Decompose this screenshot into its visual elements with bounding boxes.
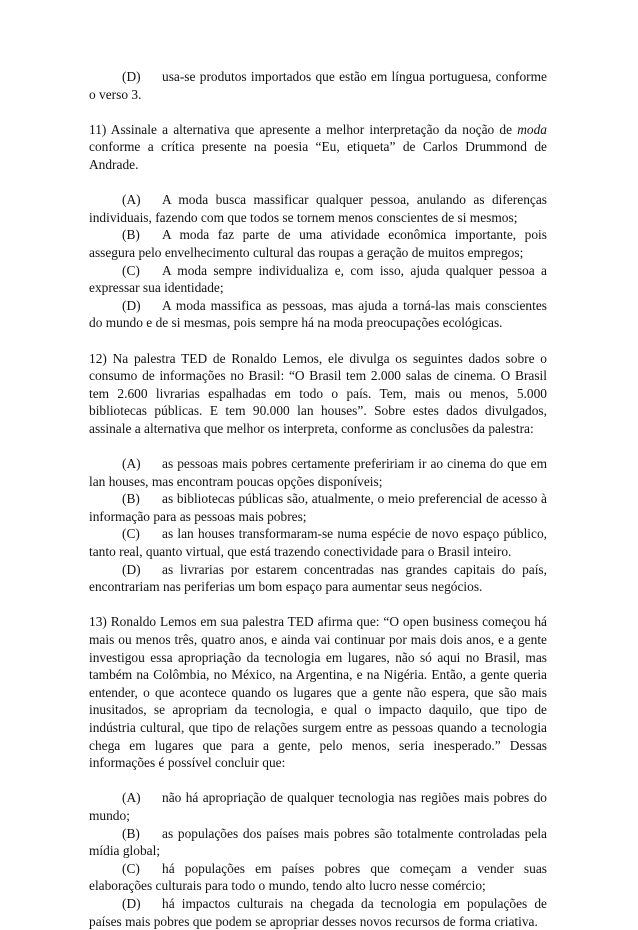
q12-option-d: [89, 561, 547, 596]
option-text: há impactos culturais na chegada da tecnologia em populações de países mais pobres que podem se apropriar desses novos recursos de forma criativa.: [89, 895, 547, 929]
stem-text: conforme a crítica presente na poesia “Eu, etiqueta” de Carlos Drummond de Andrade.: [89, 139, 547, 172]
option-label: (D): [122, 69, 141, 84]
option-text: as livrarias por estarem concentradas nas grandes capitais do país, encontrariam nas periferias um bom espaço para aumentar seus negócios.: [89, 561, 547, 595]
option-label: (C): [122, 860, 140, 876]
option-text: A moda faz parte de uma atividade econômica importante, pois assegura pelo envelhecimento cultural das roupas a geração de muitos empregos;: [89, 227, 547, 260]
q11-option-d: [89, 297, 547, 332]
question-11-stem: [89, 121, 547, 174]
option-text: não há apropriação de qualquer tecnologia nas regiões mais pobres do mundo;: [89, 790, 547, 823]
option-text: há populações em países pobres que começam a vender suas elaborações culturais para todo o mundo, tendo alto lucro nesse comércio;: [89, 860, 547, 894]
option-label: (D): [122, 895, 141, 911]
q10-option-d: [89, 68, 547, 103]
option-label: (B): [122, 825, 140, 841]
q12-option-b: [89, 490, 547, 525]
question-13-stem: 13) Ronaldo Lemos em sua palestra TED afirma que: “O open business começou há mais ou menos três, quatro anos, e ainda vai continuar por mais dois anos, e a gente investigou essa apropriação da tecnologia em lugares, não só aqui no Brasil, mas também na Colômbia, no México, na Argentina, e na Nigéria. Então, a gente queria entender, o que acontece quando os lugares que a gente não espera, que são mais inusitados, se apropriam da tecnologia, e qual o impacto daquilo, que tipo de indústria cultural, que tipo de relações surgem entre as pessoas quando a tecnologia chega em lugares que para a gente, pelo menos, seria inesperado.” Dessas informações é possível concluir que:: [89, 614, 547, 771]
option-label: (C): [122, 262, 140, 278]
document-body: [89, 68, 547, 930]
q11-option-b: [89, 226, 547, 261]
option-text: as bibliotecas públicas são, atualmente, o meio preferencial de acesso à informação para as pessoas mais pobres;: [89, 491, 547, 524]
q11-option-c: [89, 262, 547, 297]
q13-option-c: [89, 860, 547, 895]
question-12-stem: 12) Na palestra TED de Ronaldo Lemos, ele divulga os seguintes dados sobre o consumo de informações no Brasil: “O Brasil tem 2.000 salas de cinema. O Brasil tem 2.600 livrarias espalhadas em todo o país. Tem, mais ou menos, 5.000 bibliotecas públicas. E tem 90.000 lan houses”. Sobre estes dados divulgados, assinale a alternativa que melhor os interpreta, conforme as conclusões da palestra:: [89, 350, 547, 436]
option-text: as populações dos países mais pobres são totalmente controladas pela mídia global;: [89, 825, 547, 859]
q13-option-b: [89, 825, 547, 860]
option-label: (B): [122, 227, 140, 243]
option-label: (B): [122, 491, 140, 507]
q12-option-c: [89, 525, 547, 560]
option-text: A moda massifica as pessoas, mas ajuda a torná-las mais conscientes do mundo e de si mesmas, pois sempre há na moda preocupações ecológicas.: [89, 297, 547, 331]
option-label: (A): [122, 192, 141, 208]
stem-text: 11) Assinale a alternativa que apresente a melhor interpretação da noção de: [89, 121, 518, 137]
option-label: (D): [122, 297, 141, 313]
option-text: A moda sempre individualiza e, com isso, ajuda qualquer pessoa a expressar sua identidade;: [89, 262, 547, 296]
q11-option-a: [89, 191, 547, 226]
option-label: (A): [122, 790, 141, 806]
q13-option-d: [89, 895, 547, 930]
option-label: (A): [122, 456, 141, 472]
q12-option-a: [89, 455, 547, 490]
option-text: usa-se produtos importados que estão em língua portuguesa, conforme o verso 3.: [89, 69, 547, 102]
option-text: A moda busca massificar qualquer pessoa, anulando as diferenças individuais, fazendo com que todos se tornem menos conscientes de si mesmos;: [89, 192, 547, 225]
option-label: (C): [122, 526, 140, 542]
q13-option-a: [89, 789, 547, 824]
option-text: as lan houses transformaram-se numa espécie de novo espaço público, tanto real, quanto virtual, que está trazendo conectividade para o Brasil inteiro.: [89, 526, 547, 560]
stem-emphasis: moda: [517, 121, 547, 137]
option-text: as pessoas mais pobres certamente prefeririam ir ao cinema do que em lan houses, mas encontram poucas opções disponíveis;: [89, 456, 547, 489]
option-label: (D): [122, 561, 141, 577]
